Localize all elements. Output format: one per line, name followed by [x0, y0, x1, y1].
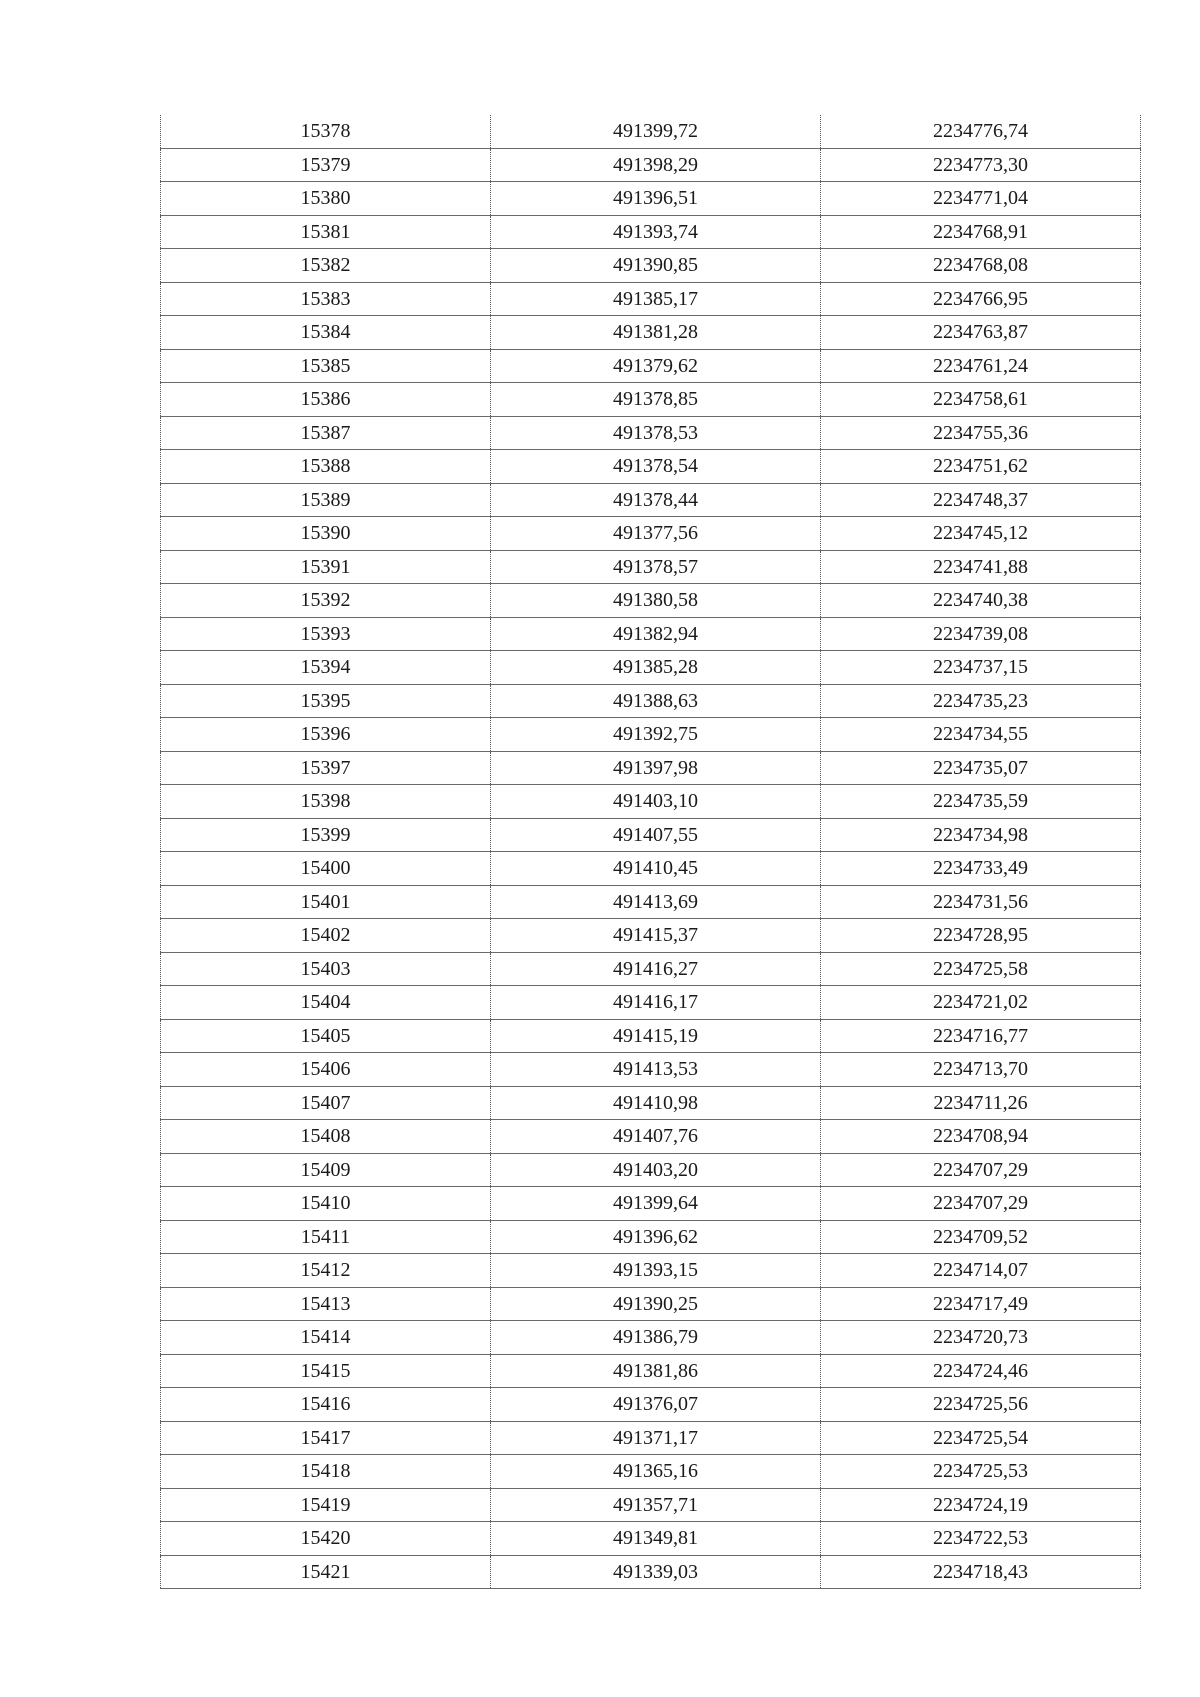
point-number-cell: 15419 — [161, 1488, 491, 1522]
x-coordinate-cell: 491365,16 — [491, 1455, 821, 1489]
y-coordinate-cell: 2234740,38 — [821, 584, 1141, 618]
x-coordinate-cell: 491398,29 — [491, 148, 821, 182]
x-coordinate-cell: 491382,94 — [491, 617, 821, 651]
y-coordinate-cell: 2234766,95 — [821, 282, 1141, 316]
table-row — [161, 751, 1141, 785]
x-coordinate-cell: 491385,28 — [491, 651, 821, 685]
point-number-cell: 15417 — [161, 1421, 491, 1455]
point-number-cell: 15398 — [161, 785, 491, 819]
y-coordinate-cell: 2234768,91 — [821, 215, 1141, 249]
y-coordinate-cell: 2234713,70 — [821, 1053, 1141, 1087]
x-coordinate-cell: 491397,98 — [491, 751, 821, 785]
table-row — [161, 1086, 1141, 1120]
x-coordinate-cell: 491415,19 — [491, 1019, 821, 1053]
point-number-cell: 15384 — [161, 316, 491, 350]
point-number-cell: 15401 — [161, 885, 491, 919]
y-coordinate-cell: 2234711,26 — [821, 1086, 1141, 1120]
y-coordinate-cell: 2234728,95 — [821, 919, 1141, 953]
x-coordinate-cell: 491413,53 — [491, 1053, 821, 1087]
table-row — [161, 1455, 1141, 1489]
y-coordinate-cell: 2234771,04 — [821, 182, 1141, 216]
x-coordinate-cell: 491378,57 — [491, 550, 821, 584]
y-coordinate-cell: 2234722,53 — [821, 1522, 1141, 1556]
point-number-cell: 15411 — [161, 1220, 491, 1254]
table-row — [161, 115, 1141, 148]
y-coordinate-cell: 2234734,98 — [821, 818, 1141, 852]
table-row — [161, 182, 1141, 216]
x-coordinate-cell: 491392,75 — [491, 718, 821, 752]
point-number-cell: 15420 — [161, 1522, 491, 1556]
table-row — [161, 1354, 1141, 1388]
x-coordinate-cell: 491396,62 — [491, 1220, 821, 1254]
y-coordinate-cell: 2234716,77 — [821, 1019, 1141, 1053]
table-row — [161, 1254, 1141, 1288]
point-number-cell: 15378 — [161, 115, 491, 148]
x-coordinate-cell: 491357,71 — [491, 1488, 821, 1522]
table-row — [161, 349, 1141, 383]
x-coordinate-cell: 491393,74 — [491, 215, 821, 249]
point-number-cell: 15395 — [161, 684, 491, 718]
table-row — [161, 215, 1141, 249]
table-row — [161, 684, 1141, 718]
table-row — [161, 1488, 1141, 1522]
table-row — [161, 1120, 1141, 1154]
y-coordinate-cell: 2234758,61 — [821, 383, 1141, 417]
table-row — [161, 986, 1141, 1020]
table-row — [161, 416, 1141, 450]
y-coordinate-cell: 2234724,19 — [821, 1488, 1141, 1522]
x-coordinate-cell: 491388,63 — [491, 684, 821, 718]
point-number-cell: 15392 — [161, 584, 491, 618]
x-coordinate-cell: 491379,62 — [491, 349, 821, 383]
point-number-cell: 15380 — [161, 182, 491, 216]
point-number-cell: 15402 — [161, 919, 491, 953]
point-number-cell: 15404 — [161, 986, 491, 1020]
y-coordinate-cell: 2234720,73 — [821, 1321, 1141, 1355]
y-coordinate-cell: 2234725,54 — [821, 1421, 1141, 1455]
point-number-cell: 15389 — [161, 483, 491, 517]
y-coordinate-cell: 2234725,53 — [821, 1455, 1141, 1489]
table-row — [161, 818, 1141, 852]
y-coordinate-cell: 2234725,58 — [821, 952, 1141, 986]
x-coordinate-cell: 491399,72 — [491, 115, 821, 148]
point-number-cell: 15406 — [161, 1053, 491, 1087]
x-coordinate-cell: 491385,17 — [491, 282, 821, 316]
point-number-cell: 15381 — [161, 215, 491, 249]
table-row — [161, 1388, 1141, 1422]
y-coordinate-cell: 2234724,46 — [821, 1354, 1141, 1388]
y-coordinate-cell: 2234733,49 — [821, 852, 1141, 886]
point-number-cell: 15410 — [161, 1187, 491, 1221]
x-coordinate-cell: 491413,69 — [491, 885, 821, 919]
coordinates-table-body — [161, 115, 1141, 1589]
table-row — [161, 1220, 1141, 1254]
x-coordinate-cell: 491403,10 — [491, 785, 821, 819]
coordinates-table — [160, 115, 1141, 1589]
x-coordinate-cell: 491393,15 — [491, 1254, 821, 1288]
y-coordinate-cell: 2234714,07 — [821, 1254, 1141, 1288]
table-row — [161, 483, 1141, 517]
point-number-cell: 15386 — [161, 383, 491, 417]
table-row — [161, 383, 1141, 417]
point-number-cell: 15416 — [161, 1388, 491, 1422]
point-number-cell: 15388 — [161, 450, 491, 484]
y-coordinate-cell: 2234707,29 — [821, 1153, 1141, 1187]
point-number-cell: 15408 — [161, 1120, 491, 1154]
point-number-cell: 15409 — [161, 1153, 491, 1187]
table-row — [161, 1421, 1141, 1455]
x-coordinate-cell: 491377,56 — [491, 517, 821, 551]
x-coordinate-cell: 491410,98 — [491, 1086, 821, 1120]
point-number-cell: 15407 — [161, 1086, 491, 1120]
table-row — [161, 316, 1141, 350]
y-coordinate-cell: 2234763,87 — [821, 316, 1141, 350]
table-row — [161, 1522, 1141, 1556]
point-number-cell: 15400 — [161, 852, 491, 886]
point-number-cell: 15385 — [161, 349, 491, 383]
x-coordinate-cell: 491390,85 — [491, 249, 821, 283]
point-number-cell: 15379 — [161, 148, 491, 182]
point-number-cell: 15396 — [161, 718, 491, 752]
x-coordinate-cell: 491378,85 — [491, 383, 821, 417]
x-coordinate-cell: 491378,53 — [491, 416, 821, 450]
x-coordinate-cell: 491416,17 — [491, 986, 821, 1020]
y-coordinate-cell: 2234768,08 — [821, 249, 1141, 283]
table-row — [161, 1053, 1141, 1087]
point-number-cell: 15383 — [161, 282, 491, 316]
table-row — [161, 1153, 1141, 1187]
x-coordinate-cell: 491339,03 — [491, 1555, 821, 1589]
y-coordinate-cell: 2234737,15 — [821, 651, 1141, 685]
x-coordinate-cell: 491407,76 — [491, 1120, 821, 1154]
table-row — [161, 651, 1141, 685]
x-coordinate-cell: 491407,55 — [491, 818, 821, 852]
table-row — [161, 885, 1141, 919]
table-row — [161, 550, 1141, 584]
y-coordinate-cell: 2234735,23 — [821, 684, 1141, 718]
x-coordinate-cell: 491410,45 — [491, 852, 821, 886]
y-coordinate-cell: 2234707,29 — [821, 1187, 1141, 1221]
y-coordinate-cell: 2234731,56 — [821, 885, 1141, 919]
y-coordinate-cell: 2234718,43 — [821, 1555, 1141, 1589]
x-coordinate-cell: 491380,58 — [491, 584, 821, 618]
y-coordinate-cell: 2234708,94 — [821, 1120, 1141, 1154]
table-row — [161, 952, 1141, 986]
y-coordinate-cell: 2234748,37 — [821, 483, 1141, 517]
point-number-cell: 15418 — [161, 1455, 491, 1489]
y-coordinate-cell: 2234721,02 — [821, 986, 1141, 1020]
y-coordinate-cell: 2234761,24 — [821, 349, 1141, 383]
table-row — [161, 852, 1141, 886]
x-coordinate-cell: 491381,28 — [491, 316, 821, 350]
x-coordinate-cell: 491390,25 — [491, 1287, 821, 1321]
table-row — [161, 584, 1141, 618]
x-coordinate-cell: 491415,37 — [491, 919, 821, 953]
point-number-cell: 15421 — [161, 1555, 491, 1589]
table-row — [161, 1287, 1141, 1321]
point-number-cell: 15403 — [161, 952, 491, 986]
x-coordinate-cell: 491349,81 — [491, 1522, 821, 1556]
point-number-cell: 15413 — [161, 1287, 491, 1321]
y-coordinate-cell: 2234735,59 — [821, 785, 1141, 819]
point-number-cell: 15391 — [161, 550, 491, 584]
point-number-cell: 15393 — [161, 617, 491, 651]
point-number-cell: 15394 — [161, 651, 491, 685]
y-coordinate-cell: 2234741,88 — [821, 550, 1141, 584]
y-coordinate-cell: 2234745,12 — [821, 517, 1141, 551]
table-row — [161, 617, 1141, 651]
x-coordinate-cell: 491403,20 — [491, 1153, 821, 1187]
y-coordinate-cell: 2234751,62 — [821, 450, 1141, 484]
x-coordinate-cell: 491378,54 — [491, 450, 821, 484]
x-coordinate-cell: 491416,27 — [491, 952, 821, 986]
point-number-cell: 15415 — [161, 1354, 491, 1388]
y-coordinate-cell: 2234725,56 — [821, 1388, 1141, 1422]
table-row — [161, 1555, 1141, 1589]
point-number-cell: 15390 — [161, 517, 491, 551]
table-row — [161, 1187, 1141, 1221]
point-number-cell: 15405 — [161, 1019, 491, 1053]
y-coordinate-cell: 2234709,52 — [821, 1220, 1141, 1254]
x-coordinate-cell: 491396,51 — [491, 182, 821, 216]
table-row — [161, 517, 1141, 551]
table-row — [161, 919, 1141, 953]
x-coordinate-cell: 491378,44 — [491, 483, 821, 517]
y-coordinate-cell: 2234773,30 — [821, 148, 1141, 182]
x-coordinate-cell: 491386,79 — [491, 1321, 821, 1355]
point-number-cell: 15387 — [161, 416, 491, 450]
y-coordinate-cell: 2234776,74 — [821, 115, 1141, 148]
table-row — [161, 450, 1141, 484]
x-coordinate-cell: 491376,07 — [491, 1388, 821, 1422]
table-row — [161, 1019, 1141, 1053]
point-number-cell: 15399 — [161, 818, 491, 852]
table-row — [161, 282, 1141, 316]
point-number-cell: 15412 — [161, 1254, 491, 1288]
point-number-cell: 15414 — [161, 1321, 491, 1355]
table-row — [161, 249, 1141, 283]
point-number-cell: 15382 — [161, 249, 491, 283]
x-coordinate-cell: 491381,86 — [491, 1354, 821, 1388]
y-coordinate-cell: 2234717,49 — [821, 1287, 1141, 1321]
y-coordinate-cell: 2234755,36 — [821, 416, 1141, 450]
x-coordinate-cell: 491371,17 — [491, 1421, 821, 1455]
table-row — [161, 1321, 1141, 1355]
y-coordinate-cell: 2234739,08 — [821, 617, 1141, 651]
y-coordinate-cell: 2234734,55 — [821, 718, 1141, 752]
table-row — [161, 718, 1141, 752]
table-row — [161, 785, 1141, 819]
table-row — [161, 148, 1141, 182]
y-coordinate-cell: 2234735,07 — [821, 751, 1141, 785]
x-coordinate-cell: 491399,64 — [491, 1187, 821, 1221]
point-number-cell: 15397 — [161, 751, 491, 785]
